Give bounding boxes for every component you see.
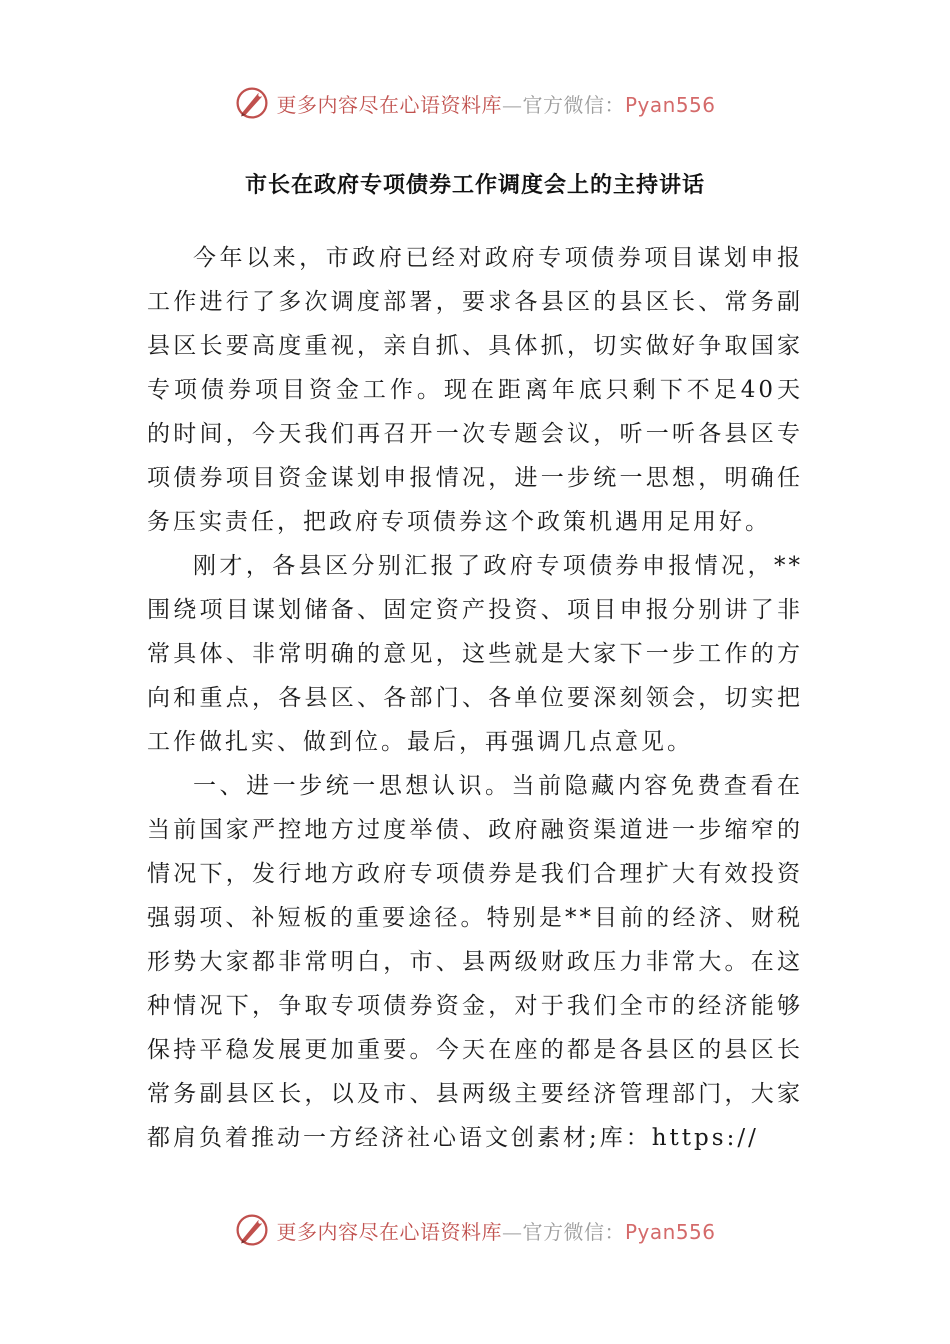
document-title: 市长在政府专项债券工作调度会上的主持讲话: [244, 172, 705, 198]
footer-watermark-banner: [0, 1205, 950, 1255]
document-body: [147, 236, 803, 1160]
watermark-wechat-label: 官方微信：: [522, 92, 625, 117]
body-paragraph: 一、进一步统一思想认识。当前隐藏内容免费查看在当前国家严控地方过度举债、政府融资渠道进一步缩窄的情况下，发行地方政府专项债券是我们合理扩大有效投资强弱项、补短板的重要途径。特别是**目前的经济、财税形势大家都非常明白，市、县两级财政压力非常大。在这种情况下，争取专项债券资金，对于我们全市的经济能够保持平稳发展更加重要。今天在座的都是各县区的县区长常务副县区长，以及市、县两级主要经济管理部门，大家都肩负着推动一方经济社心语文创素材;库：https://: [147, 773, 803, 1151]
watermark-separator: —: [501, 92, 523, 117]
body-paragraph: 刚才，各县区分别汇报了政府专项债券申报情况，**围绕项目谋划储备、固定资产投资、项目申报分别讲了非常具体、非常明确的意见，这些就是大家下一步工作的方向和重点，各县区、各部门、各单位要深刻领会，切实把工作做扎实、做到位。最后，再强调几点意见。: [147, 553, 803, 755]
watermark-text: [276, 1216, 715, 1245]
pen-nib-logo-icon: [234, 85, 270, 121]
watermark-wechat-label: 官方微信：: [522, 1219, 625, 1244]
pen-nib-logo-icon: [234, 1212, 270, 1248]
watermark-text: [276, 89, 715, 118]
watermark-main-text: 更多内容尽在心语资料库: [276, 1219, 502, 1244]
watermark-main-text: 更多内容尽在心语资料库: [276, 92, 502, 117]
watermark-wechat-id: Pyan556: [624, 1219, 716, 1244]
body-paragraph: 今年以来，市政府已经对政府专项债券项目谋划申报工作进行了多次调度部署，要求各县区的县区长、常务副县区长要高度重视，亲自抓、具体抓，切实做好争取国家专项债券项目资金工作。现在距离年底只剩下不足40天的时间，今天我们再召开一次专题会议，听一听各县区专项债券项目资金谋划申报情况，进一步统一思想，明确任务压实责任，把政府专项债券这个政策机遇用足用好。: [147, 245, 803, 535]
watermark-separator: —: [501, 1219, 523, 1244]
watermark-wechat-id: Pyan556: [624, 92, 716, 117]
header-watermark-banner: [0, 78, 950, 128]
